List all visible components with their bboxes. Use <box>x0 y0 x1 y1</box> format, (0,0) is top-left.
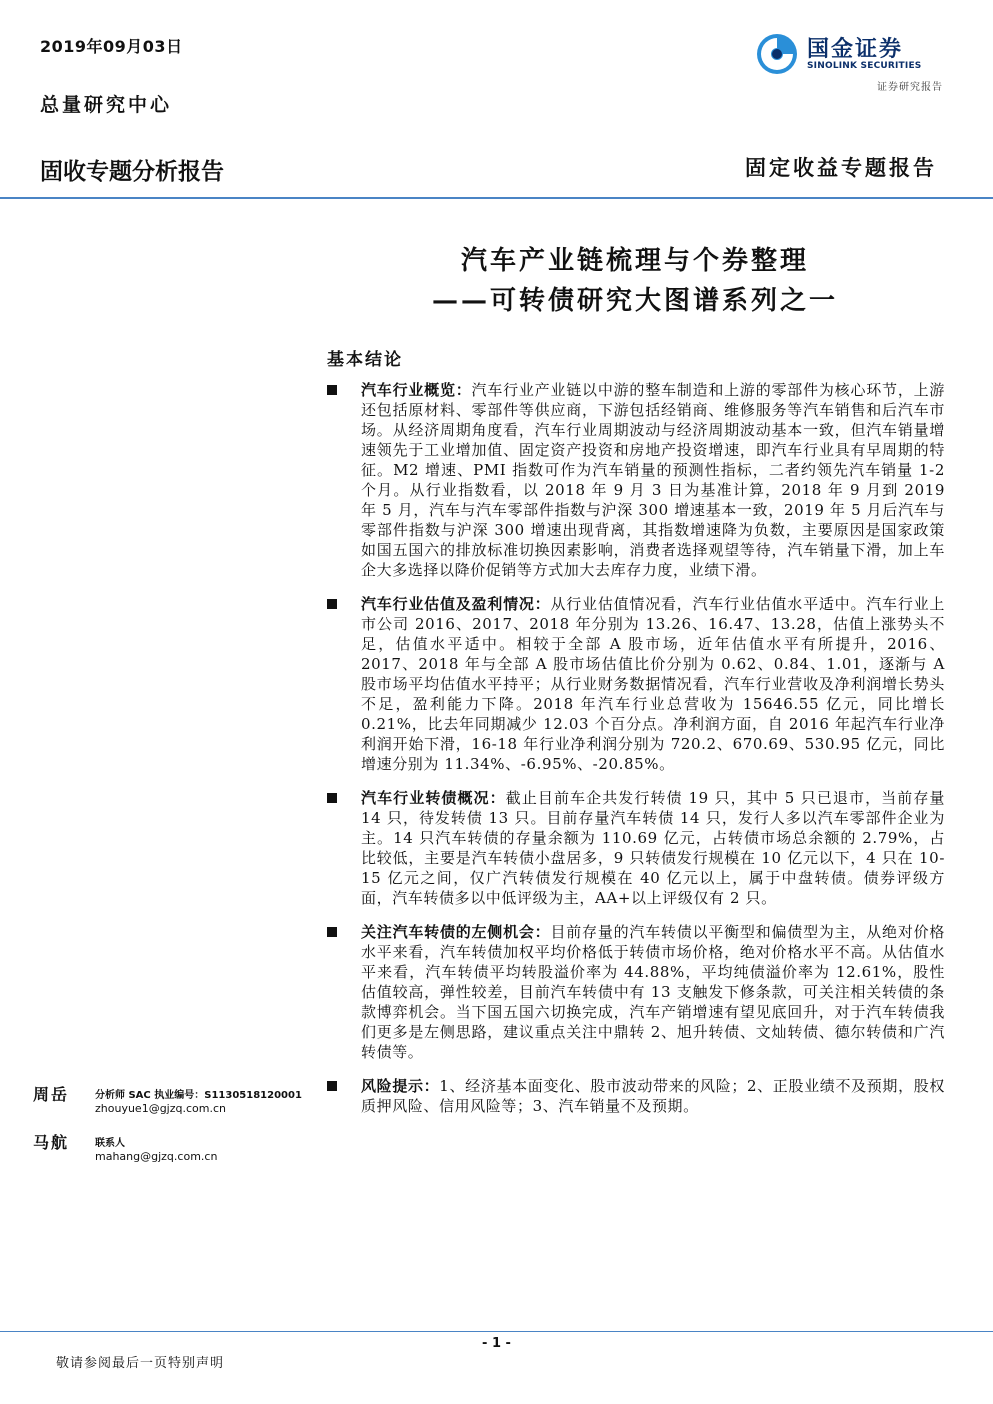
report-subtitle: ——可转债研究大图谱系列之一 <box>431 286 838 316</box>
conclusion-body: 1、经济基本面变化、股市波动带来的风险；2、正股业绩不及预期，股权质押风险、信用风险等；3、汽车销量不及预期。 <box>361 1077 945 1115</box>
conclusion-label: 汽车行业概览： <box>361 381 472 399</box>
bullet-square-icon <box>327 793 337 803</box>
sinolink-logo-icon <box>755 32 799 76</box>
logo-subtitle: 证券研究报告 <box>877 82 943 93</box>
page-number: - 1 - <box>482 1336 511 1351</box>
conclusion-label: 汽车行业转债概况： <box>361 789 506 807</box>
conclusion-label: 风险提示： <box>361 1077 440 1095</box>
research-center: 总量研究中心 <box>40 94 173 116</box>
contact-name: 马航 <box>33 1133 70 1152</box>
report-type-right: 固定收益专题报告 <box>745 155 937 180</box>
bullet-square-icon <box>327 1081 337 1091</box>
report-title: 汽车产业链梳理与个券整理 <box>460 246 809 276</box>
conclusion-item <box>325 1076 945 1116</box>
conclusion-text <box>361 594 945 774</box>
bullet-square-icon <box>327 927 337 937</box>
conclusion-text <box>361 380 945 580</box>
conclusion-label: 汽车行业估值及盈利情况： <box>361 595 551 613</box>
logo-name-en: SINOLINK SECURITIES <box>807 61 922 71</box>
conclusion-text <box>361 922 945 1062</box>
report-date: 2019年09月03日 <box>40 37 183 56</box>
conclusion-item <box>325 380 945 580</box>
conclusion-list <box>325 380 945 1130</box>
conclusion-body: 从行业估值情况看，汽车行业估值水平适中。汽车行业上市公司 2016、2017、2018 年分别为 13.26、16.47、13.28，估值上涨势头不足，估值水平适中。相较于全部 A 股市场，近年估值水平有所提升，2016、2017、2018 年与全部 A 股市场估值比价分别为 0.62、0.84、1.01，逐渐与 A 股市场平均估值水平持平；从行业财务数据情况看，汽车行业营收及净利润增长势头不足，盈利能力下降。2018 年汽车行业总营收为 15646.55 亿元，同比增长 0.21%，比去年同期减少 12.03 个百分点。净利润方面，自 2016 年起汽车行业净利润开始下滑，16-18 年行业净利润分别为 720.2、670.69、530.95 亿元，同比增速分别为 11.34%、-6.95%、-20.85%。 <box>361 595 945 773</box>
analyst-email[interactable]: zhouyue1@gjzq.com.cn <box>95 1102 226 1115</box>
contact-email[interactable]: mahang@gjzq.com.cn <box>95 1150 218 1163</box>
report-type: 固收专题分析报告 <box>40 159 224 185</box>
company-logo <box>755 30 945 78</box>
bullet-square-icon <box>327 385 337 395</box>
bullet-square-icon <box>327 599 337 609</box>
conclusion-item <box>325 922 945 1062</box>
conclusion-body: 目前存量的汽车转债以平衡型和偏债型为主，从绝对价格水平来看，汽车转债加权平均价格低于转债市场价格，绝对价格水平不高。从估值水平来看，汽车转债平均转股溢价率为 44.88%，平均纯债溢价率为 12.61%，股性估值较高，弹性较差，目前汽车转债中有 13 支触发下修条款，可关注相关转债的条款博弈机会。当下国五国六切换完成，汽车产销增速有望见底回升，对于汽车转债我们更多是左侧思路，建议重点关注中鼎转 2、旭升转债、文灿转债、德尔转债和广汽转债等。 <box>361 923 945 1061</box>
conclusion-body: 截止目前车企共发行转债 19 只，其中 5 只已退市，当前存量 14 只，待发转债 13 只。目前存量汽车转债 14 只，发行人多以汽车零部件企业为主。14 只汽车转债的存量余额为 110.69 亿元，占转债市场总余额的 2.79%，占比较低，主要是汽车转债小盘居多，9 只转债发行规模在 10 亿元以下，4 只在 10-15 亿元之间，仅广汽转债发行规模在 40 亿元以上，属于中盘转债。债券评级方面，汽车转债多以中低评级为主，AA+以上评级仅有 2 只。 <box>361 789 946 907</box>
conclusion-item <box>325 788 945 908</box>
conclusion-label: 关注汽车转债的左侧机会： <box>361 923 551 941</box>
conclusion-item <box>325 594 945 774</box>
header-divider <box>0 197 993 199</box>
conclusion-body: 汽车行业产业链以中游的整车制造和上游的零部件为核心环节，上游还包括原材料、零部件等供应商，下游包括经销商、维修服务等汽车销售和后汽车市场。从经济周期角度看，汽车行业周期波动与经济周期波动基本一致，但汽车销量增速领先于工业增加值、固定资产投资和房地产投资增速，即汽车行业具有早周期的特征。M2 增速、PMI 指数可作为汽车销量的预测性指标，二者约领先汽车销量 1-2 个月。从行业指数看，以 2018 年 9 月 3 日为基准计算，2018 年 9 月到 2019 年 5 月，汽车与汽车零部件指数与沪深 300 增速基本一致，2019 年 5 月后汽车与零部件指数与沪深 300 增速出现背离，其指数增速降为负数，主要原因是国家政策如国五国六的排放标准切换因素影响，消费者选择观望等待，汽车销量下滑，加上车企大多选择以降价促销等方式加大去库存力度，业绩下滑。 <box>361 381 945 579</box>
contact-role: 联系人 <box>95 1138 125 1149</box>
analyst-role: 分析师 SAC 执业编号：S1130518120001 <box>95 1090 302 1101</box>
logo-name-cn: 国金证券 <box>807 37 904 62</box>
section-heading: 基本结论 <box>327 350 403 370</box>
footer-disclaimer: 敬请参阅最后一页特别声明 <box>56 1356 225 1371</box>
conclusion-text <box>361 1076 945 1116</box>
conclusion-text <box>361 788 945 908</box>
footer-divider <box>0 1331 993 1332</box>
analyst-name: 周岳 <box>33 1085 70 1104</box>
